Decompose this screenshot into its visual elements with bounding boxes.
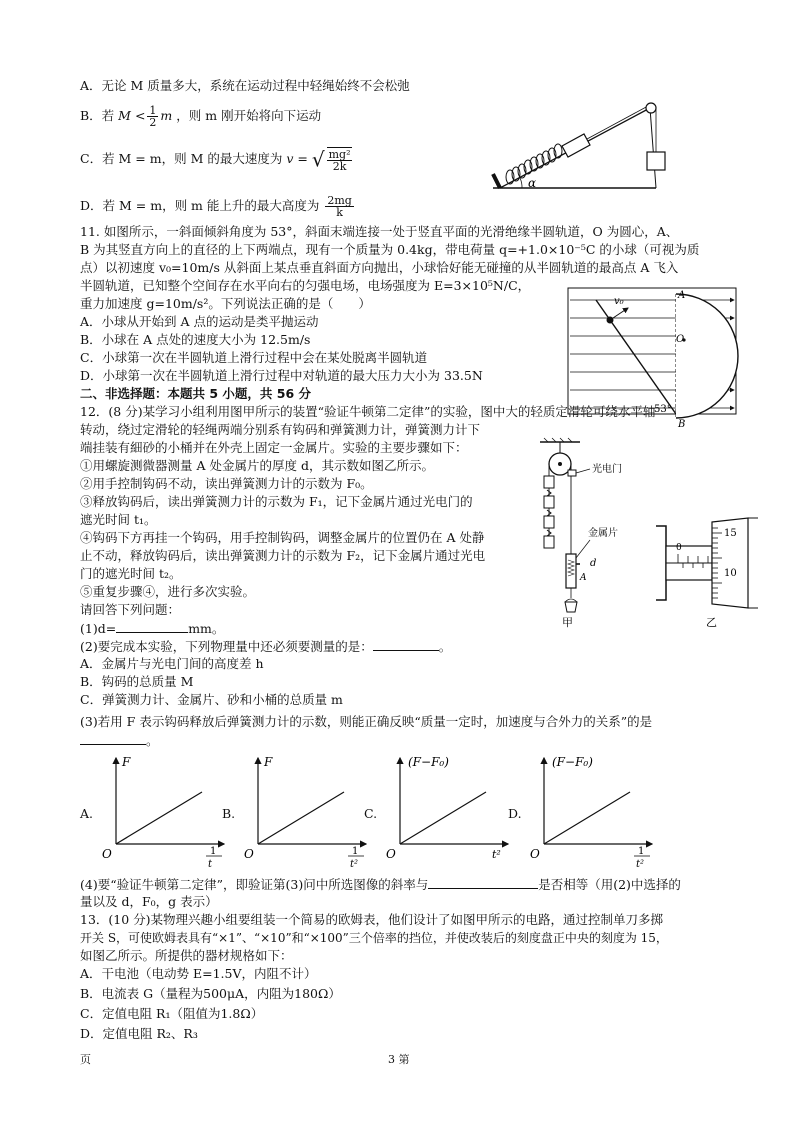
figure-jia-label: 甲 [562, 616, 573, 629]
graph-x-denominator: t² [636, 859, 645, 870]
q11-option-a: A．小球从开始到 A 点的运动是类平抛运动 [80, 314, 319, 329]
point-a-label: A [678, 290, 686, 301]
point-o-label: O [676, 334, 685, 345]
v0-label: v₀ [614, 296, 624, 307]
answer-blank-1[interactable] [116, 620, 188, 633]
q12-ask: 请回答下列问题： [80, 602, 181, 617]
q12-step-3a: ③释放钩码后，读出弹簧测力计的示数为 F₁，记下金属片通过光电门的 [80, 494, 473, 509]
graph-option-plot [384, 752, 514, 862]
q12-part-2: (2)要完成本实验，下列物理量中还必须要测量的是： 。 [80, 639, 452, 654]
graph-x-numerator: 1 [638, 846, 645, 857]
graph-option-letter: D. [508, 806, 522, 821]
q12-apparatus-figure [540, 436, 630, 629]
graph-y-label: F [264, 755, 273, 769]
fraction-half: $\frac{1}{2}$ [149, 104, 157, 129]
answer-blank-4[interactable] [428, 876, 538, 889]
micrometer-zero: 0 [676, 543, 682, 553]
page-number: 3 第 [388, 1053, 410, 1066]
graph-y-label: (F−F₀) [408, 755, 449, 769]
graph-option-plot [528, 752, 658, 870]
q13-item-a: A．干电池（电动势 E=1.5V，内阻不计） [80, 966, 317, 981]
graph-y-label: F [122, 755, 131, 769]
answer-blank-3[interactable] [80, 732, 146, 745]
graph-y-label: (F−F₀) [552, 755, 593, 769]
footer-left: 页 [80, 1053, 91, 1066]
graph-option-letter: B. [222, 806, 236, 821]
q12-part-1: (1)d= mm。 [80, 621, 225, 636]
q11-option-b: B．小球在 A 点处的速度大小为 12.5m/s [80, 332, 311, 347]
graph-origin-label: O [102, 847, 112, 861]
micrometer-10: 10 [724, 568, 737, 579]
graph-option-letter: A. [80, 806, 94, 821]
q11-line-5: 重力加速度 g=10m/s²。下列说法正确的是（ ） [80, 296, 371, 311]
q13-line-2: 开关 S，可使欧姆表具有“×1”、“×10”和“×100”三个倍率的挡位，并使改装后的刻度盘正中央的刻度为 15， [80, 931, 668, 945]
thickness-label: d [590, 558, 597, 569]
graph-origin-label: O [244, 847, 254, 861]
q11-line-2: B 为其竖直方向上的直径的上下两端点，现有一个质量为 0.4kg，带电荷量 q=+1.0×10⁻⁵C 的小球（可视为质 [80, 242, 700, 257]
q11-line-4: 半圆轨道，已知整个空间存在水平向右的匀强电场，电场强度为 E=3×10⁵N/C， [80, 278, 531, 293]
sqrt-fraction: $\frac{\text{mg²}}{2k}$ [328, 148, 351, 173]
q12-part-2-option-a: A．金属片与光电门间的高度差 h [80, 656, 264, 671]
q11-line-3: 点）以初速度 v₀=10m/s 从斜面上某点垂直斜面方向抛出，小球恰好能无碰撞的从半圆轨道的最高点 A 飞入 [80, 260, 679, 275]
q13-item-b: B．电流表 G（量程为500μA，内阻为180Ω） [80, 986, 341, 1001]
point-b-label: B [678, 419, 686, 430]
q12-part-4b: 量以及 d，F₀，g 表示） [80, 894, 218, 909]
graph-x-denominator: t² [350, 859, 359, 870]
q12-step-4c: 门的遮光时间 t₂。 [80, 566, 182, 581]
q12-line-1: 12．(8 分)某学习小组利用图甲所示的装置“验证牛顿第二定律”的实验，图中大的轻质定滑轮可绕水平轴 [80, 404, 656, 419]
q12-micrometer-figure [652, 516, 762, 628]
q12-line-3: 端挂装有細砂的小桶并在外壳上固定一金属片。实验的主要步骤如下： [80, 440, 468, 455]
q12-part-2-option-b: B．钩码的总质量 M [80, 674, 194, 689]
q12-part-3-answer: 。 [80, 732, 159, 749]
graph-origin-label: O [386, 847, 396, 861]
alpha-label: α [528, 176, 537, 190]
q12-part-2-option-c: C．弹簧测力计、金属片、砂和小桶的总质量 m [80, 692, 343, 707]
q12-line-2: 转动，绕过定滑轮的轻绳两端分别系有钩码和弹簧测力计，弹簧测力计下 [80, 422, 481, 437]
q13-item-d: D．定值电阻 R₂、R₃ [80, 1026, 198, 1041]
q11-line-1: 11. 如图所示，一斜面倾斜角度为 53°，斜面末端连接一处于竖直平面的光滑绝缘半圆轨道，O 为圆心，A、 [80, 224, 679, 239]
q12-step-3b: 遮光时间 t₁。 [80, 512, 157, 527]
q11-option-d: D．小球第一次在半圆轨道上滑行过程中对轨道的最大压力大小为 33.5N [80, 368, 483, 383]
q10-option-c: C．若 M = m，则 M 的最大速度为 v = √ $\frac{\text{mg²}}{2k}$ [80, 147, 351, 173]
q12-step-1: ①用螺旋测微器测量 A 处金属片的厚度 d，其示数如图乙所示。 [80, 458, 434, 473]
figure-yi-label: 乙 [706, 616, 717, 629]
angle-label: 53° [654, 404, 672, 415]
graph-x-numerator: 1 [210, 846, 217, 857]
q13-line-3: 如图乙所示。所提供的器材规格如下： [80, 948, 293, 963]
q12-part-3: (3)若用 F 表示钩码释放后弹簧测力计的示数，则能正确反映“质量一定时，加速度与合外力的关系”的是 [80, 714, 653, 729]
fraction-height: $\frac{2mg}{k}$ [327, 194, 352, 219]
q10-option-a: A．无论 M 质量多大，系统在运动过程中轻绳始终不会松弛 [80, 78, 410, 93]
q12-step-2: ②用手控制钩码不动，读出弹簧测力计的示数为 F₀。 [80, 476, 373, 491]
section-2-heading: 二、非选择题：本题共 5 小题，共 56 分 [80, 386, 312, 401]
q12-step-4a: ④钩码下方再挂一个钩码，用手控制钩码，调整金属片的位置仍在 A 处静 [80, 530, 485, 545]
q10-incline-figure [488, 96, 688, 196]
q10-option-b: B．若 M < $\frac{1}{2}$ m ，则 m 刚开始将向下运动 [80, 104, 322, 129]
graph-x-denominator: t [208, 859, 213, 870]
plate-label: 金属片 [588, 528, 618, 539]
q13-item-c: C．定值电阻 R₁（阻值为1.8Ω） [80, 1006, 264, 1021]
q12-step-4b: 止不动，释放钩码后，读出弹簧测力计的示数为 F₂，记下金属片通过光电 [80, 548, 486, 563]
gate-label: 光电门 [592, 464, 622, 475]
graph-x-numerator: 1 [352, 846, 359, 857]
q12-step-5: ⑤重复步骤④，进行多次实验。 [80, 584, 256, 599]
q13-line-1: 13．(10 分)某物理兴趣小组要组装一个简易的欧姆表，他们设计了如图甲所示的电路，通过控制单刀多掷 [80, 912, 664, 927]
graph-option-letter: C. [364, 806, 378, 821]
q12-part-4: (4)要“验证牛顿第二定律”，即验证第(3)问中所选图像的斜率与 是否相等（用(2)中选择的 [80, 877, 681, 892]
micrometer-15: 15 [724, 528, 737, 539]
graph-option-plot [100, 752, 230, 870]
graph-x-label: t² [492, 848, 501, 861]
position-a-label: A [580, 573, 587, 583]
q11-option-c: C．小球第一次在半圆轨道上滑行过程中会在某处脱离半圆轨道 [80, 350, 428, 365]
answer-blank-2[interactable] [373, 638, 439, 651]
q10-option-d: D．若 M = m，则 m 能上升的最大高度为 $\frac{2mg}{k}$ [80, 194, 352, 219]
graph-origin-label: O [530, 847, 540, 861]
graph-option-plot [242, 752, 372, 870]
